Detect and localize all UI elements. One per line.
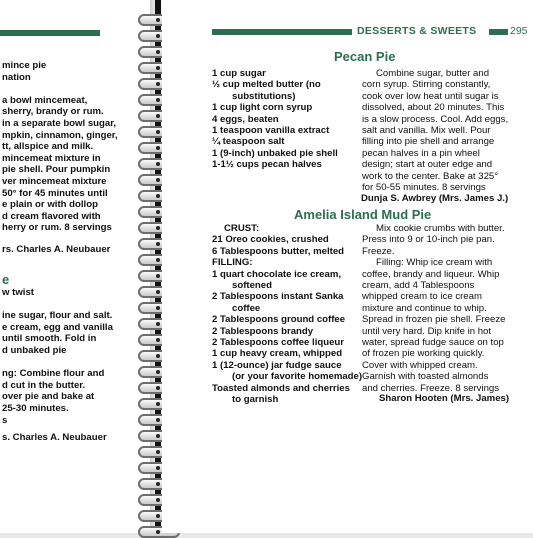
ingredient: 1 cup light corn syrup (212, 102, 313, 114)
text-line: in a separate bowl sugar, (2, 117, 117, 129)
direction-line: water, spread fudge sauce on top (362, 337, 504, 349)
text-line: w twist (2, 287, 34, 298)
direction-line: until very hard. Dip knife in hot (362, 325, 492, 337)
direction-line: Mix cookie crumbs with butter. (376, 223, 505, 234)
ingredient: to garnish (232, 394, 279, 406)
direction-line: work to the center. Bake at 325° (362, 170, 499, 182)
direction-line: design; start at outer edge and (362, 159, 493, 171)
ingredient: softened (232, 280, 272, 292)
text-line: nation (2, 71, 31, 83)
direction-line: pecan halves in a pin wheel (362, 147, 480, 159)
header-bar-right (489, 29, 508, 35)
ingredient: 4 eggs, beaten (212, 113, 279, 125)
section-title: DESSERTS & SWEETS (357, 25, 477, 37)
text-line: 25-30 minutes. (2, 402, 69, 414)
direction-line: is a slow process. Cool. Add eggs, (362, 113, 509, 125)
ingredient: 1 teaspoon vanilla extract (212, 125, 330, 137)
direction-line: filling into pie shell and arrange (362, 136, 495, 148)
left-attribution-2: s. Charles A. Neubauer (2, 432, 107, 443)
text-line: 50° for 45 minutes until (2, 187, 108, 199)
page-number: 295 (510, 25, 528, 37)
ingredient: 1-1½ cups pecan halves (212, 159, 322, 171)
direction-line: salt and vanilla. Mix well. Pour (362, 125, 491, 137)
right-page (162, 0, 533, 533)
ingredient: ½ cup melted butter (no (212, 79, 321, 91)
mud-pie-directions (362, 223, 532, 394)
pecan-pie-directions (362, 68, 532, 193)
text-line: s (2, 414, 8, 426)
text-line: a bowl mincemeat, (2, 94, 88, 106)
text-line: mpkin, cinnamon, ginger, (2, 129, 118, 141)
direction-line: Combine sugar, butter and (376, 68, 490, 79)
text-line: tt, allspice and milk. (2, 141, 94, 153)
ingredient: 1 (9-inch) unbaked pie shell (212, 147, 338, 159)
text-line (2, 83, 147, 95)
ingredient: substitutions) (232, 90, 296, 102)
direction-line: Garnish with toasted almonds (362, 371, 489, 383)
direction-line: Cover with whipped cream. (362, 359, 478, 371)
text-line: ine sugar, flour and salt. (2, 310, 113, 322)
mud-pie-ingredients (212, 223, 374, 406)
text-line: mince pie (2, 60, 47, 71)
text-line: until smooth. Fold in (2, 333, 97, 345)
direction-line: cook over low heat until sugar is (362, 90, 499, 102)
left-recipe-text-top (2, 60, 147, 234)
ingredient: 2 Tablespoons brandy (212, 325, 314, 337)
pecan-pie-ingredients (212, 68, 372, 171)
text-line: e plain or with dollop (2, 199, 98, 211)
direction-line: Freeze. (362, 245, 395, 257)
direction-line: Filling: Whip ice cream with (376, 257, 493, 269)
ingredient: 2 Tablespoons coffee liqueur (212, 337, 345, 349)
direction-line: corn syrup. Stirring constantly, (362, 79, 491, 91)
page-header (212, 25, 530, 39)
direction-line: Spread in frozen pie shell. Freeze (362, 314, 506, 326)
left-attribution-1: rs. Charles A. Neubauer (2, 244, 111, 255)
text-line: d cut in the butter. (2, 379, 86, 391)
ingredient: Toasted almonds and cherries (212, 382, 350, 394)
ingredient-heading: CRUST: (224, 223, 260, 234)
text-line: pie shell. Pour pumpkin (2, 164, 111, 176)
direction-line: whipped cream to ice cream (362, 291, 482, 303)
text-line: mincemeat mixture in (2, 152, 101, 164)
pecan-pie-attribution: Dunja S. Awbrey (Mrs. James J.) (361, 193, 509, 204)
ingredient: 1 cup sugar (212, 68, 266, 79)
ingredient: 6 Tablespoons butter, melted (212, 245, 345, 257)
direction-line: of frozen pie working quickly. (362, 348, 485, 360)
ingredient: 1 cup heavy cream, whipped (212, 348, 343, 360)
header-bar-left (212, 29, 352, 35)
left-recipe-title: e (2, 272, 10, 287)
direction-line: and cherries. Freeze. 8 servings (362, 382, 500, 394)
text-line: d cream flavored with (2, 210, 101, 222)
ingredient-heading: FILLING: (212, 257, 253, 269)
ingredient: 2 Tablespoons ground coffee (212, 314, 346, 326)
direction-line: for 50-55 minutes. 8 servings (362, 182, 486, 194)
text-line: ver mincemeat mixture (2, 175, 107, 187)
ingredient: coffee (232, 302, 261, 314)
ingredient: 1 (12-ounce) jar fudge sauce (212, 359, 342, 371)
text-line: d unbaked pie (2, 344, 67, 356)
text-line: ng: Combine flour and (2, 368, 105, 380)
direction-line: dissolved, about 20 minutes. This (362, 102, 505, 114)
left-page (0, 0, 150, 533)
text-line: over pie and bake at (2, 391, 95, 403)
direction-line: mixture and continue to whip. (362, 302, 487, 314)
direction-line: cream, add 4 Tablespoons (362, 280, 475, 292)
left-header-bar (0, 30, 100, 36)
direction-line: Press into 9 or 10-inch pie pan. (362, 234, 495, 246)
left-recipe-text-bottom (2, 287, 147, 426)
ingredient: (or your favorite homemade) (232, 371, 363, 383)
text-line: herry or rum. 8 servings (2, 222, 112, 234)
ingredient: 2 Tablespoons instant Sanka (212, 291, 344, 303)
text-line: e cream, egg and vanilla (2, 321, 113, 333)
ingredient: ¼ teaspoon salt (212, 136, 285, 148)
mud-pie-attribution: Sharon Hooten (Mrs. James) (379, 393, 510, 404)
text-line: sherry, brandy or rum. (2, 106, 104, 118)
pecan-pie-title: Pecan Pie (334, 49, 396, 64)
direction-line: coffee, brandy and liqueur. Whip (362, 268, 500, 280)
text-line (2, 299, 147, 311)
ingredient: 21 Oreo cookies, crushed (212, 234, 329, 246)
ingredient: 1 quart chocolate ice cream, (212, 268, 342, 280)
text-line (2, 357, 147, 369)
mud-pie-title: Amelia Island Mud Pie (294, 207, 432, 222)
